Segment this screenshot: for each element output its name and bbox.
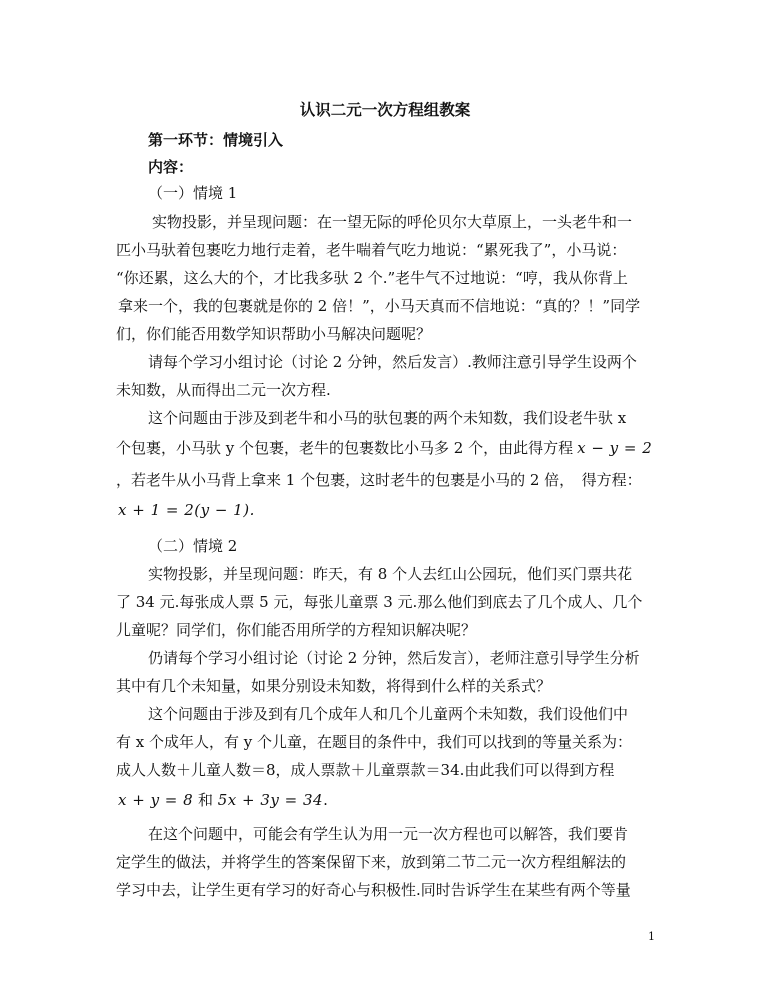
paragraph-line: 有 x 个成年人，有 y 个儿童，在题目的条件中，我们可以找到的等量关系为： xyxy=(116,733,633,751)
punctuation: . xyxy=(323,791,328,809)
paragraph-line: 未知数，从而得出二元一次方程. xyxy=(116,381,331,399)
scenario-2-heading: （二）情境 2 xyxy=(148,537,238,555)
paragraph-line: 匹小马驮着包裹吃力地行走着，老牛喘着气吃力地说：“累死我了”，小马说： xyxy=(116,241,627,259)
paragraph-line: 仍请每个学习小组讨论（讨论 2 分钟，然后发言），老师注意引导学生分析 xyxy=(148,649,640,667)
paragraph-line: 定学生的做法，并将学生的答案保留下来，放到第二节二元一次方程组解法的 xyxy=(116,853,627,871)
paragraph-text: 个包裹，小马驮 y 个包裹，老牛的包裹数比小马多 2 个，由此得方程 xyxy=(116,439,574,457)
paragraph-line: 这个问题由于涉及到老牛和小马的驮包裹的两个未知数，我们设老牛驮 x xyxy=(148,409,627,427)
paragraph-line: “你还累，这么大的个，才比我多驮 2 个.”老牛气不过地说：“哼，我从你背上 xyxy=(116,269,628,287)
paragraph-line: 们，你们能否用数学知识帮助小马解决问题呢？ xyxy=(116,325,432,343)
paragraph-line: ，若老牛从小马背上拿来 1 个包裹，这时老牛的包裹是小马的 2 倍， 得方程： xyxy=(116,471,642,489)
paragraph-line: 实物投影，并呈现问题：昨天，有 8 个人去红山公园玩，他们买门票共花 xyxy=(148,565,633,583)
equation-line xyxy=(118,790,328,810)
paragraph-line: 拿来一个，我的包裹就是你的 2 倍！”，小马天真而不信地说：“真的？！”同学 xyxy=(118,297,641,315)
paragraph-line: 学习中去，让学生更有学习的好奇心与积极性.同时告诉学生在某些有两个等量 xyxy=(116,881,631,899)
scenario-1-heading: （一）情境 1 xyxy=(148,184,238,202)
paragraph-line: 其中有几个未知量，如果分别设未知数，将得到什么样的关系式？ xyxy=(116,677,552,695)
paragraph-line xyxy=(116,438,652,458)
equation: x − y = 2 xyxy=(577,439,653,457)
document-title: 认识二元一次方程组教案 xyxy=(299,100,471,119)
equation: x + 1 = 2(y − 1). xyxy=(118,501,255,519)
equation: 5x + 3y = 34 xyxy=(217,791,324,809)
paragraph-line: 儿童呢？同学们，你们能否用所学的方程知识解决呢？ xyxy=(116,621,477,639)
conjunction: 和 xyxy=(197,791,213,809)
content-label: 内容： xyxy=(148,158,194,176)
paragraph-line: 成人人数＋儿童人数＝8，成人票款＋儿童票款＝34.由此我们可以得到方程 xyxy=(116,761,615,779)
equation: x + y = 8 xyxy=(118,791,194,809)
paragraph-line: 这个问题由于涉及到有几个成年人和几个儿童两个未知数，我们设他们中 xyxy=(148,705,629,723)
page-number: 1 xyxy=(648,930,655,943)
section-heading: 第一环节：情境引入 xyxy=(148,131,284,149)
paragraph-line: 在这个问题中，可能会有学生认为用一元一次方程也可以解答，我们要肯 xyxy=(148,825,629,843)
paragraph-line: 了 34 元.每张成人票 5 元，每张儿童票 3 元.那么他们到底去了几个成人、几个 xyxy=(116,593,643,611)
paragraph-line: 实物投影，并呈现问题：在一望无际的呼伦贝尔大草原上，一头老牛和一 xyxy=(152,213,633,231)
paragraph-line: 请每个学习小组讨论（讨论 2 分钟，然后发言）.教师注意引导学生设两个 xyxy=(148,353,637,371)
